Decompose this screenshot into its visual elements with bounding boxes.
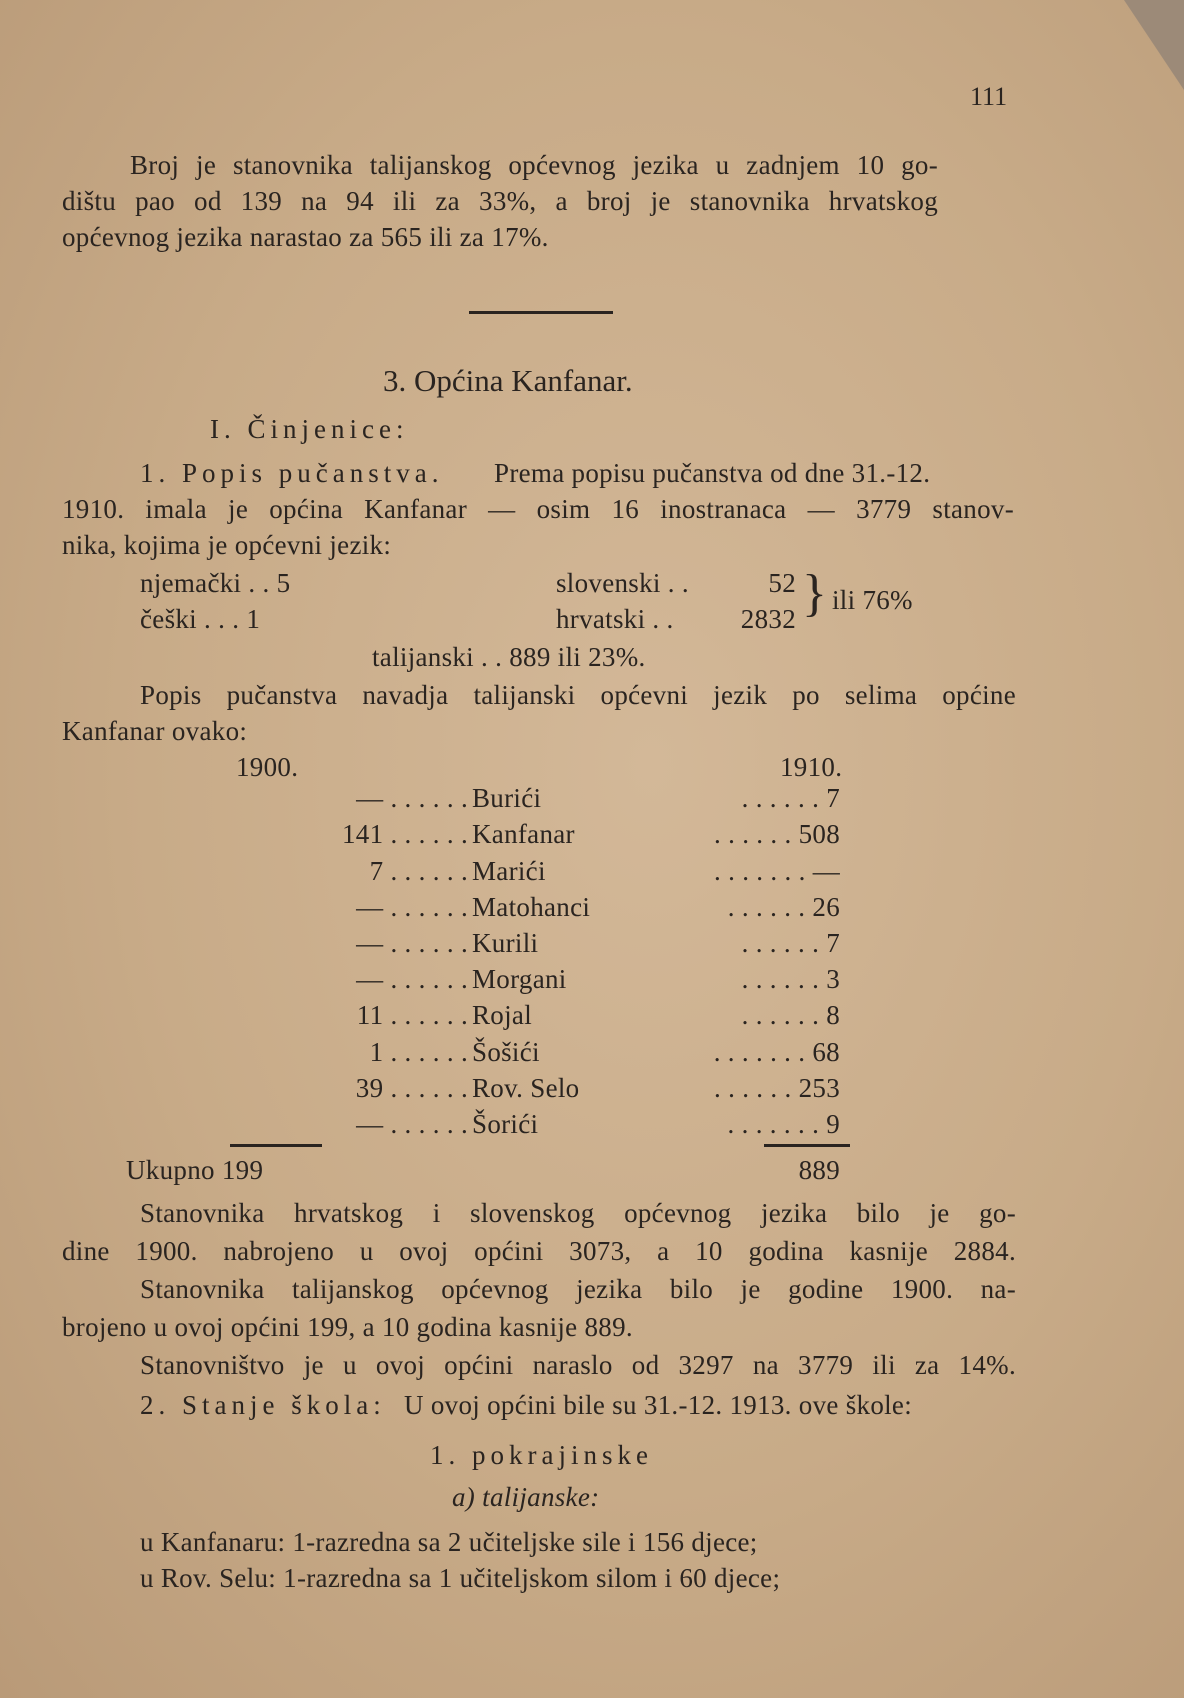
table-cell-1910: . . . . . . 8 [741,1000,840,1030]
table-cell-village: Matohanci [472,892,591,922]
table-cell-village: Morgani [472,964,567,994]
summary-1-line-1: Stanovnika hrvatskog i slovenskog općevnog jezika bilo je go- [140,1198,1016,1228]
table-cell-1900: 7 . . . . . . [369,856,468,886]
language-croatian-value: 2832 [740,604,796,634]
summary-2-line-2: brojeno u ovoj općini 199, a 10 godina kasnije 889. [62,1312,633,1342]
schools-subheading-a: a) talijanske: [452,1482,600,1512]
census-label: 1. Popis pučanstva. [140,458,444,488]
table-cell-village: Marići [472,856,546,886]
column-header-1900: 1900. [236,752,299,782]
language-slovene-value: 52 [768,568,796,598]
sum-rule-1900 [230,1144,322,1147]
table-cell-1900: — . . . . . . [356,928,468,958]
table-cell-1900: 39 . . . . . . [355,1073,468,1103]
language-croatian-name: hrvatski . . [556,604,674,634]
brace-note: ili 76% [832,585,913,615]
table-cell-1910: . . . . . . . 9 [727,1109,840,1139]
table-cell-1910: . . . . . . . — [714,856,840,886]
intro-line-3: općevnog jezika narastao za 565 ili za 17%. [62,222,549,252]
sum-rule-1910 [764,1144,850,1147]
page-number: 111 [970,82,1008,111]
table-cell-1900: — . . . . . . [356,783,468,813]
census-line-2: 1910. imala je općina Kanfanar — osim 16 inostranaca — 3779 stanov- [62,494,1014,524]
census-line-1: Prema popisu pučanstva od dne 31.-12. [494,458,931,488]
table-cell-1900: 1 . . . . . . [369,1037,468,1067]
table-cell-1910: . . . . . . 508 [714,819,840,849]
schools-label: 2. Stanje škola: [140,1390,386,1420]
table-cell-village: Kanfanar [472,819,575,849]
table-cell-village: Rov. Selo [472,1073,580,1103]
schools-subheading-1: 1. pokrajinske [430,1440,653,1470]
language-italian: talijanski . . 889 ili 23%. [372,642,646,672]
table-cell-village: Burići [472,783,542,813]
section-title: 3. Općina Kanfanar. [383,363,633,398]
table-cell-1900: — . . . . . . [356,1109,468,1139]
table-cell-1900: — . . . . . . [356,892,468,922]
summary-1-line-2: dine 1900. nabrojeno u ovoj općini 3073, a 10 godina kasnije 2884. [62,1236,1016,1266]
table-cell-1900: 141 . . . . . . [342,819,468,849]
language-german: njemački . . 5 [140,568,291,598]
brace-symbol: } [802,565,827,622]
table-cell-1910: . . . . . . 7 [741,783,840,813]
table-cell-village: Kurili [472,928,539,958]
table-cell-village: Rojal [472,1000,532,1030]
page-corner-fold [1124,0,1184,90]
table-cell-1910: . . . . . . 3 [741,964,840,994]
villages-intro-line-1: Popis pučanstva navadja talijanski općevni jezik po selima općine [140,680,1016,710]
subsection-title: I. Činjenice: [210,414,409,444]
table-cell-village: Šošići [472,1037,540,1067]
table-cell-1900: 11 . . . . . . [356,1000,468,1030]
table-cell-1900: — . . . . . . [356,964,468,994]
school-entry-2: u Rov. Selu: 1-razredna sa 1 učiteljskom silom i 60 djece; [140,1563,781,1593]
language-czech: češki . . . 1 [140,604,261,634]
total-1910: 889 [798,1155,840,1185]
total-label: Ukupno 199 [126,1155,264,1185]
schools-line: U ovoj općini bile su 31.-12. 1913. ove škole: [404,1390,912,1420]
language-slovene-name: slovenski . . [556,568,689,598]
intro-line-2: dištu pao od 139 na 94 ili za 33%, a broj je stanovnika hrvatskog [62,186,938,216]
school-entry-1: u Kanfanaru: 1-razredna sa 2 učiteljske sile i 156 djece; [140,1527,758,1557]
section-divider [469,311,613,314]
table-cell-1910: . . . . . . 253 [714,1073,840,1103]
summary-2-line-1: Stanovnika talijanskog općevnog jezika bilo je godine 1900. na- [140,1274,1016,1304]
summary-3: Stanovništvo je u ovoj općini naraslo od 3297 na 3779 ili za 14%. [140,1350,1016,1380]
intro-line-1: Broj je stanovnika talijanskog općevnog jezika u zadnjem 10 go- [130,150,938,180]
table-cell-1910: . . . . . . . 68 [713,1037,840,1067]
table-cell-1910: . . . . . . 26 [727,892,840,922]
table-cell-1910: . . . . . . 7 [741,928,840,958]
table-cell-village: Šorići [472,1109,539,1139]
villages-intro-line-2: Kanfanar ovako: [62,716,248,746]
census-line-3: nika, kojima je općevni jezik: [62,530,392,560]
column-header-1910: 1910. [780,752,843,782]
